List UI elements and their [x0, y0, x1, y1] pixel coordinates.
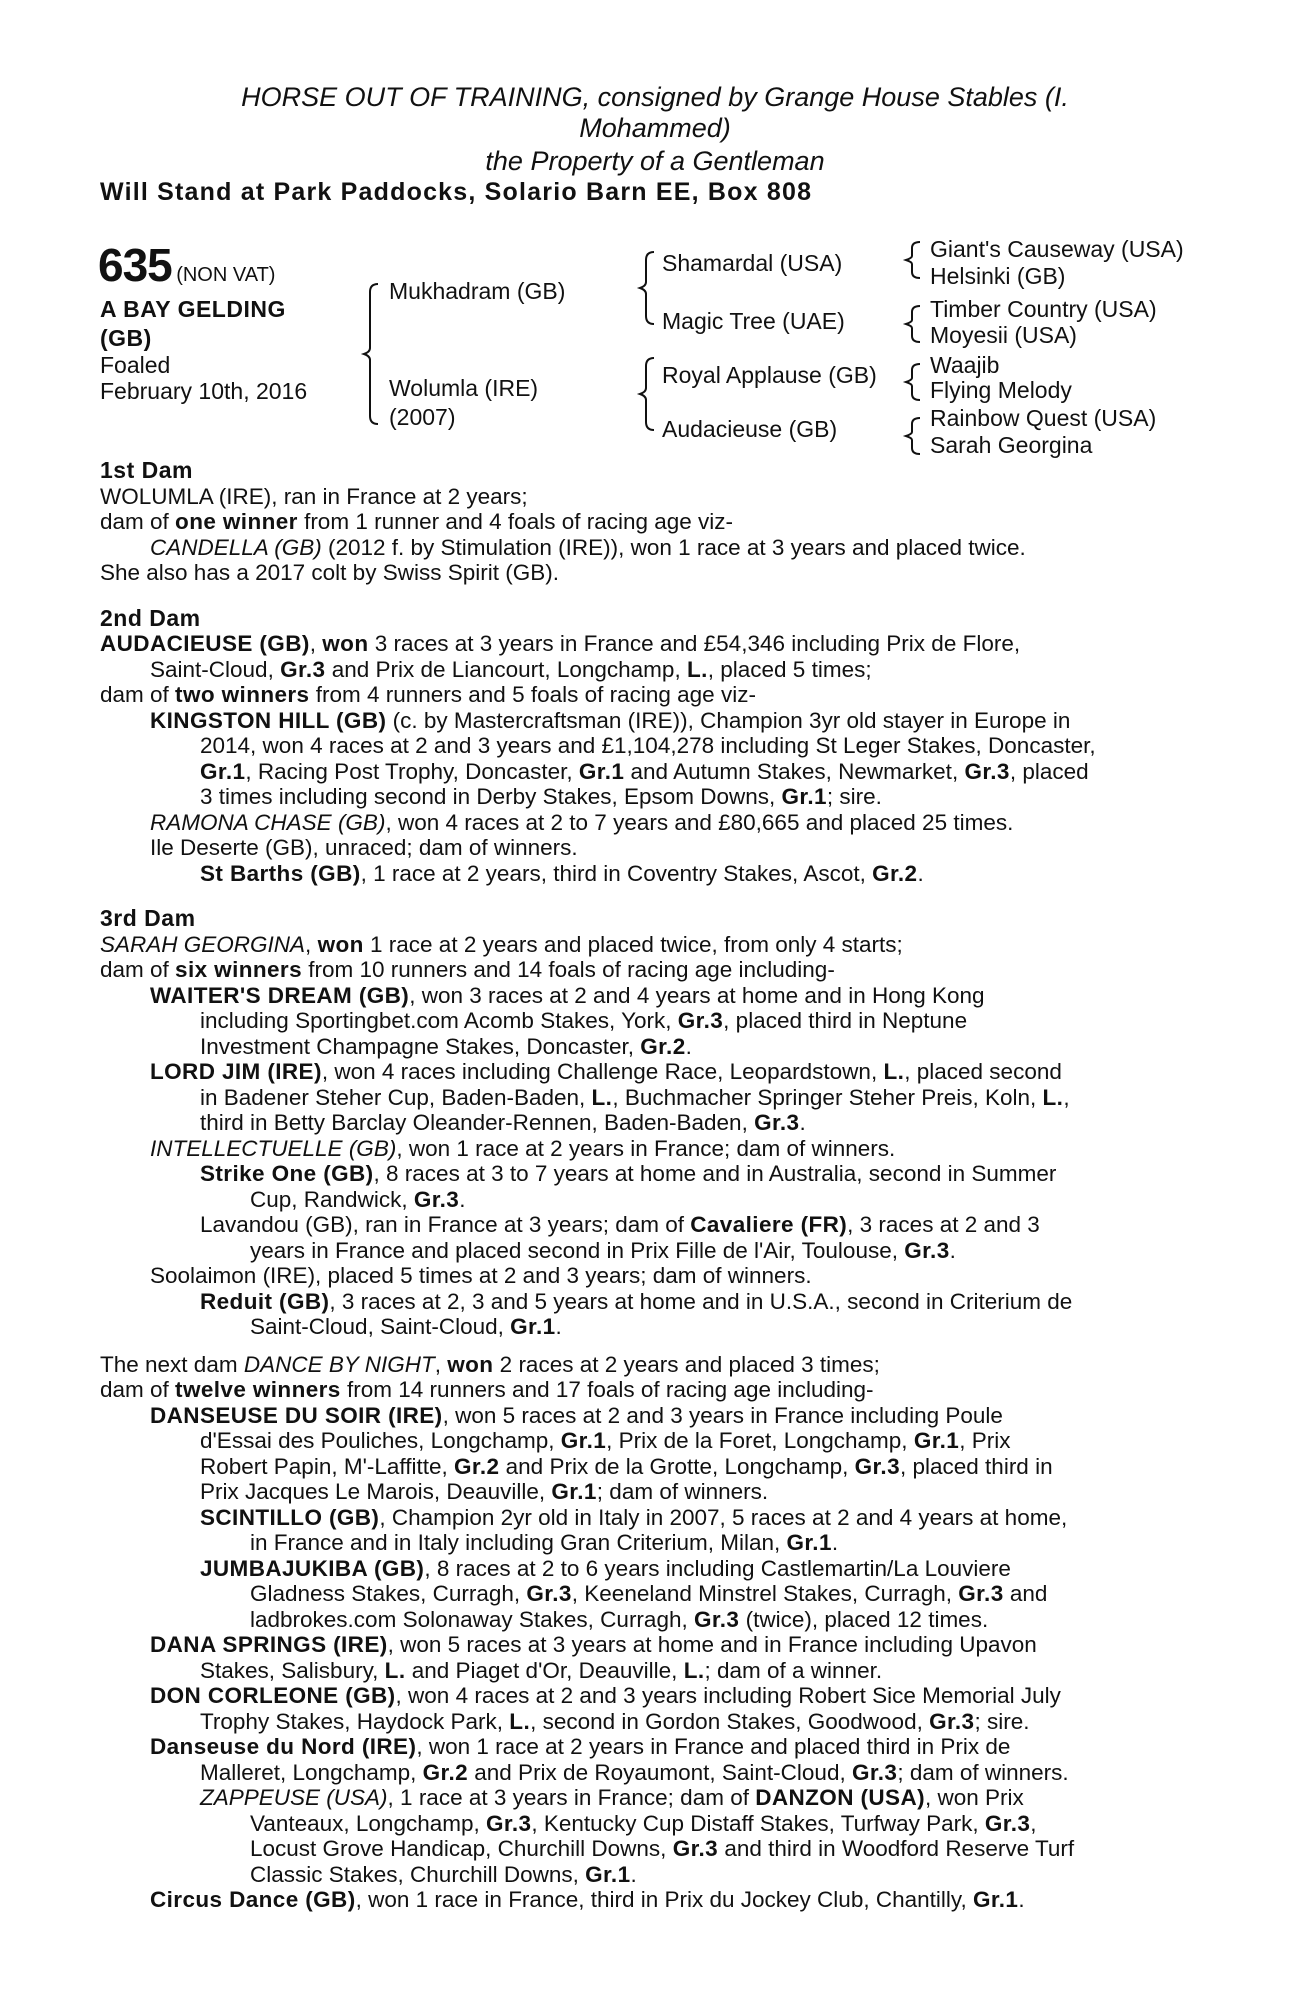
third-dam-line: SARAH GEORGINA, won 1 race at 2 years and placed twice, from only 4 starts; [100, 931, 903, 957]
pedigree-g5: Waajib [930, 352, 1000, 378]
next-dam-line: Malleret, Longchamp, Gr.2 and Prix de Royaumont, Saint-Cloud, Gr.3; dam of winners. [200, 1759, 1069, 1785]
third-dam-line: INTELLECTUELLE (GB), won 1 race at 2 years in France; dam of winners. [150, 1135, 896, 1161]
next-dam-line: Robert Papin, M'-Laffitte, Gr.2 and Prix de la Grotte, Longchamp, Gr.3, placed third in [200, 1453, 1053, 1479]
vat-status: (NON VAT) [176, 264, 276, 286]
next-dam-line: Gladness Stakes, Curragh, Gr.3, Keeneland Minstrel Stakes, Curragh, Gr.3 and [250, 1581, 1048, 1606]
lot-sex: A BAY GELDING [100, 296, 286, 322]
second-dam-line: KINGSTON HILL (GB) (c. by Mastercraftsman (IRE)), Champion 3yr old stayer in Europe in [150, 707, 1071, 733]
pedigree-g7: Rainbow Quest (USA) [930, 405, 1157, 431]
pedigree-g8: Sarah Georgina [930, 432, 1093, 458]
next-dam-line: Danseuse du Nord (IRE), won 1 race at 2 years in France and placed third in Prix de [150, 1734, 1011, 1759]
third-dam-line: Strike One (GB), 8 races at 3 to 7 years at home and in Australia, second in Summer [200, 1161, 1057, 1186]
first-dam-line: WOLUMLA (IRE), ran in France at 2 years; [100, 483, 528, 509]
foaled-date: February 10th, 2016 [100, 378, 308, 404]
next-dam-line: Trophy Stakes, Haydock Park, L., second in Gordon Stakes, Goodwood, Gr.3; sire. [200, 1708, 1030, 1734]
third-dam-line: years in France and placed second in Prix Fille de l'Air, Toulouse, Gr.3. [250, 1237, 956, 1263]
bracket-gen3-2 [906, 306, 920, 342]
pedigree-dam-sire: Royal Applause (GB) [662, 362, 877, 388]
next-dam-line: Circus Dance (GB), won 1 race in France, third in Prix du Jockey Club, Chantilly, Gr.1. [150, 1887, 1025, 1912]
consignor-line: HORSE OUT OF TRAINING, consigned by Grange House Stables (I. [241, 82, 1069, 112]
second-dam-line: 2014, won 4 races at 2 and 3 years and £1,104,278 including St Leger Stakes, Doncaster, [200, 733, 1096, 758]
third-dam-line: in Badener Steher Cup, Baden-Baden, L., Buchmacher Springer Steher Preis, Koln, L., [200, 1084, 1070, 1110]
second-dam-line: RAMONA CHASE (GB), won 4 races at 2 to 7 years and £80,665 and placed 25 times. [150, 809, 1014, 835]
next-dam-line: JUMBAJUKIBA (GB), 8 races at 2 to 6 years including Castlemartin/La Louviere [200, 1555, 1011, 1581]
consignor-line-2: Mohammed) [579, 113, 731, 143]
bracket-gen3-4 [906, 418, 920, 454]
third-dam-line: Cup, Randwick, Gr.3. [250, 1186, 466, 1212]
bracket-gen2-sire [640, 252, 654, 324]
catalogue-body [100, 458, 1200, 1913]
next-dam-line: ladbrokes.com Solonaway Stakes, Curragh, Gr.3 (twice), placed 12 times. [250, 1606, 989, 1632]
pedigree-g2: Helsinki (GB) [930, 263, 1066, 289]
foaled-label: Foaled [100, 352, 171, 378]
second-dam-line: Saint-Cloud, Gr.3 and Prix de Liancourt, Longchamp, L., placed 5 times; [150, 656, 872, 682]
third-dam-line: LORD JIM (IRE), won 4 races including Challenge Race, Leopardstown, L., placed second [150, 1059, 1062, 1084]
next-dam-line: in France and in Italy including Gran Criterium, Milan, Gr.1. [250, 1530, 839, 1555]
third-dam-line: Lavandou (GB), ran in France at 3 years; dam of Cavaliere (FR), 3 races at 2 and 3 [200, 1212, 1040, 1237]
pedigree-dam-year: (2007) [389, 404, 456, 430]
first-dam-heading: 1st Dam [100, 457, 193, 483]
second-dam-heading: 2nd Dam [100, 604, 201, 631]
pedigree-g4: Moyesii (USA) [930, 322, 1077, 348]
second-dam-line: Gr.1, Racing Post Trophy, Doncaster, Gr.1 and Autumn Stakes, Newmarket, Gr.3, placed [200, 758, 1089, 784]
third-dam-line: WAITER'S DREAM (GB), won 3 races at 2 and 4 years at home and in Hong Kong [150, 982, 985, 1008]
next-dam-line: DON CORLEONE (GB), won 4 races at 2 and 3 years including Robert Sice Memorial July [150, 1683, 1061, 1708]
bracket-gen1 [364, 284, 378, 424]
bracket-gen2-dam [640, 358, 654, 430]
first-dam-line: dam of one winner from 1 runner and 4 foals of racing age viz- [100, 509, 734, 534]
third-dam-line: third in Betty Barclay Oleander-Rennen, Baden-Baden, Gr.3. [200, 1110, 806, 1135]
bracket-gen3-1 [906, 242, 920, 278]
next-dam-line: DANA SPRINGS (IRE), won 5 races at 3 years at home and in France including Upavon [150, 1632, 1037, 1657]
lot-number: 635 [98, 239, 172, 291]
second-dam-line: Ile Deserte (GB), unraced; dam of winners. [150, 835, 578, 860]
next-dam-line: Stakes, Salisbury, L. and Piaget d'Or, Deauville, L.; dam of a winner. [200, 1657, 883, 1683]
owner-line: the Property of a Gentleman [485, 146, 825, 176]
third-dam-line: dam of six winners from 10 runners and 14 foals of racing age including- [100, 957, 835, 982]
second-dam-line: AUDACIEUSE (GB), won 3 races at 3 years in France and £54,346 including Prix de Flore, [100, 631, 1021, 656]
location-line: Will Stand at Park Paddocks, Solario Barn EE, Box 808 [100, 178, 813, 206]
third-dam-line: Reduit (GB), 3 races at 2, 3 and 5 years at home and in U.S.A., second in Criterium de [200, 1288, 1073, 1314]
pedigree-g6: Flying Melody [930, 377, 1072, 403]
next-dam-line: The next dam DANCE BY NIGHT, won 2 races at 2 years and placed 3 times; [100, 1351, 880, 1377]
third-dam-heading: 3rd Dam [100, 905, 196, 931]
third-dam-line: Investment Champagne Stakes, Doncaster, Gr.2. [200, 1033, 692, 1059]
first-dam-line: CANDELLA (GB) (2012 f. by Stimulation (IRE)), won 1 race at 3 years and placed twice. [150, 534, 1026, 560]
third-dam-line: including Sportingbet.com Acomb Stakes, York, Gr.3, placed third in Neptune [200, 1008, 968, 1033]
bracket-gen3-3 [906, 364, 920, 400]
third-dam-line: Saint-Cloud, Saint-Cloud, Gr.1. [250, 1314, 562, 1339]
next-dam-line: d'Essai des Pouliches, Longchamp, Gr.1, Prix de la Foret, Longchamp, Gr.1, Prix [200, 1428, 1011, 1453]
next-dam-line: Prix Jacques Le Marois, Deauville, Gr.1; dam of winners. [200, 1479, 769, 1504]
next-dam-line: DANSEUSE DU SOIR (IRE), won 5 races at 2 and 3 years in France including Poule [150, 1402, 1003, 1428]
first-dam-line: She also has a 2017 colt by Swiss Spirit (GB). [100, 560, 559, 585]
pedigree-g3: Timber Country (USA) [930, 296, 1157, 322]
next-dam-line: ZAPPEUSE (USA), 1 race at 3 years in France; dam of DANZON (USA), won Prix [200, 1785, 1024, 1810]
next-dam-line: dam of twelve winners from 14 runners and 17 foals of racing age including- [100, 1377, 874, 1402]
pedigree-sire-dam: Magic Tree (UAE) [662, 308, 845, 334]
second-dam-line: dam of two winners from 4 runners and 5 foals of racing age viz- [100, 682, 756, 707]
lot-breed: (GB) [100, 325, 152, 351]
second-dam-line: 3 times including second in Derby Stakes, Epsom Downs, Gr.1; sire. [200, 784, 882, 809]
pedigree-sire-sire: Shamardal (USA) [662, 250, 843, 276]
pedigree-sire: Mukhadram (GB) [389, 278, 566, 304]
pedigree-g1: Giant's Causeway (USA) [930, 236, 1184, 262]
next-dam-line: Vanteaux, Longchamp, Gr.3, Kentucky Cup Distaff Stakes, Turfway Park, Gr.3, [250, 1810, 1037, 1836]
second-dam-line: St Barths (GB), 1 race at 2 years, third in Coventry Stakes, Ascot, Gr.2. [200, 860, 924, 886]
pedigree-dam: Wolumla (IRE) [389, 375, 539, 401]
third-dam-line: Soolaimon (IRE), placed 5 times at 2 and 3 years; dam of winners. [150, 1263, 812, 1288]
next-dam-line: SCINTILLO (GB), Champion 2yr old in Italy in 2007, 5 races at 2 and 4 years at home, [200, 1504, 1068, 1530]
next-dam-line: Locust Grove Handicap, Churchill Downs, Gr.3 and third in Woodford Reserve Turf [250, 1836, 1075, 1861]
pedigree-dam-dam: Audacieuse (GB) [662, 416, 838, 442]
next-dam-line: Classic Stakes, Churchill Downs, Gr.1. [250, 1861, 637, 1887]
